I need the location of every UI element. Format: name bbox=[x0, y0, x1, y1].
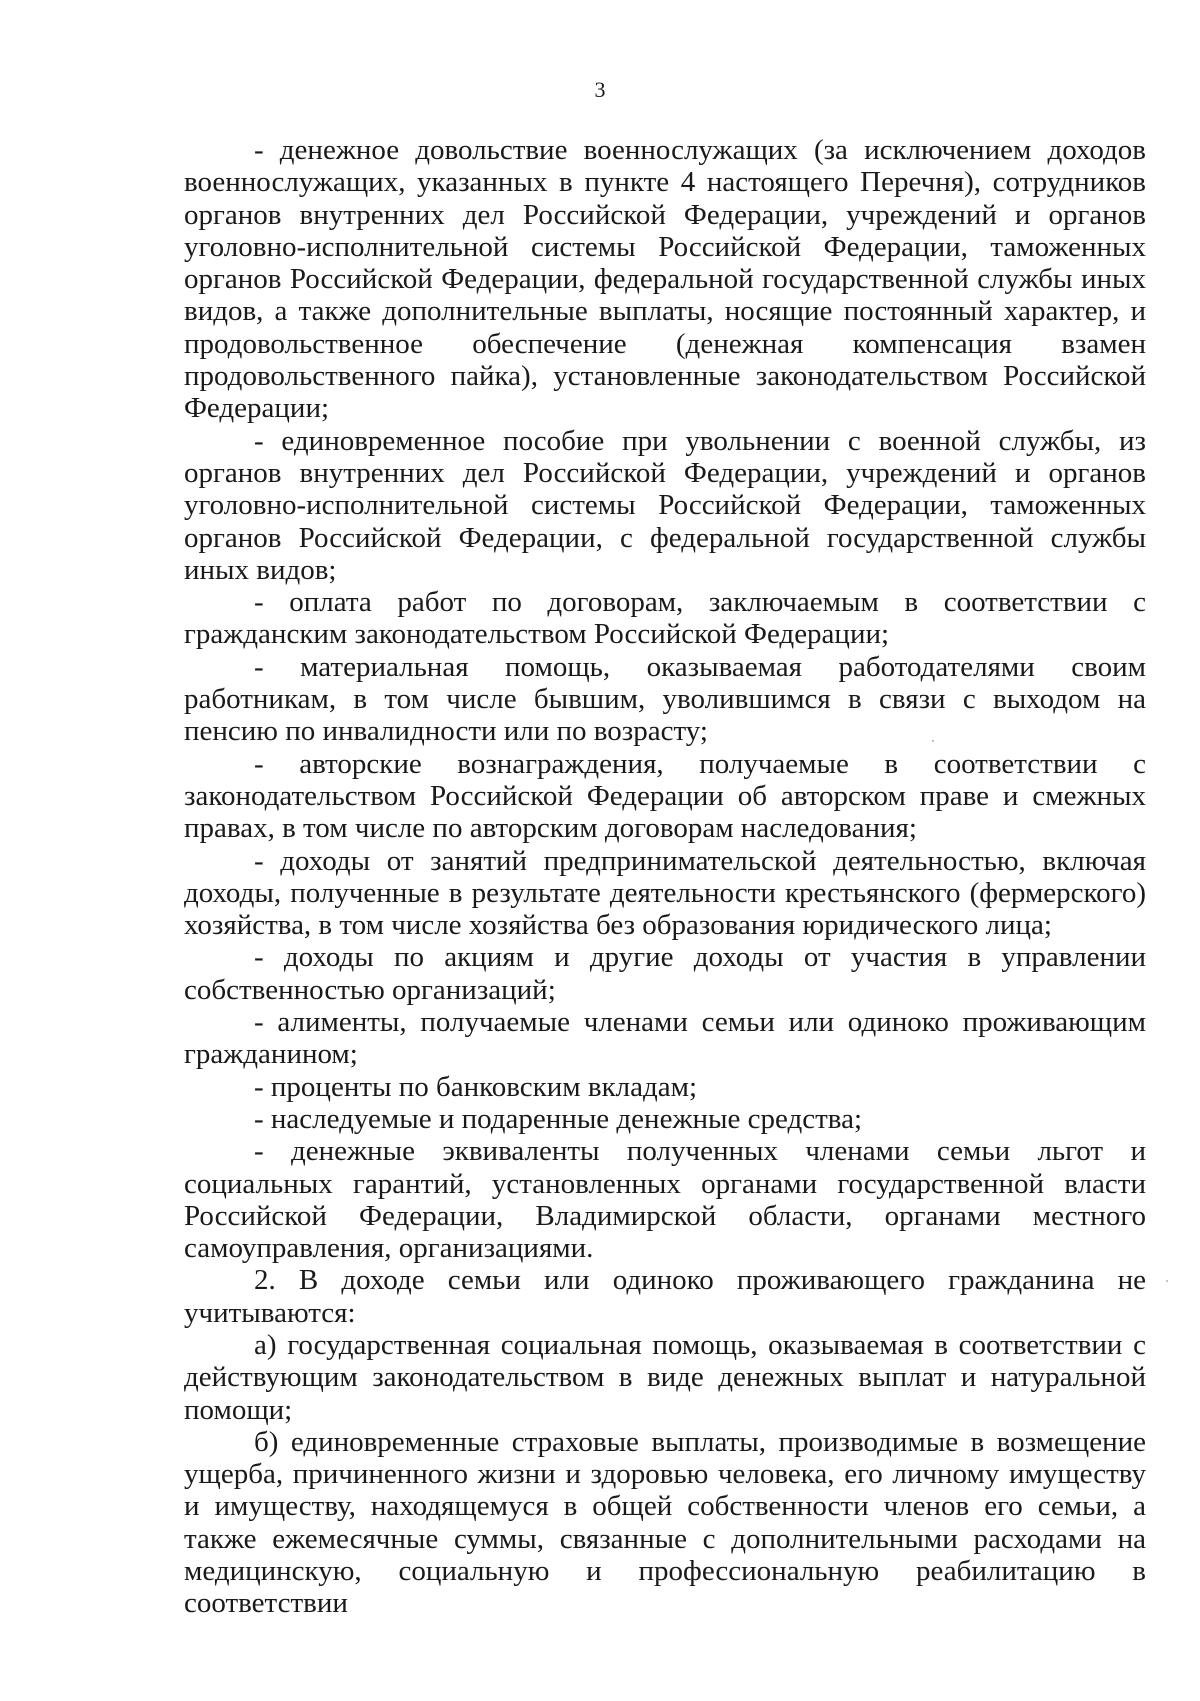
paragraph-civil-contract-pay: - оплата работ по договорам, заключаемым в соответствии с гражданским законодательством Российской Федерации; bbox=[184, 586, 1146, 651]
paragraph-item-a: а) государственная социальная помощь, оказываемая в соответствии с действующим законодательством в виде денежных выплат и натуральной помощи; bbox=[184, 1328, 1146, 1426]
document-body bbox=[184, 134, 1146, 1620]
paragraph-severance-allowance: - единовременное пособие при увольнении с военной службы, из органов внутренних дел Российской Федерации, учреждений и органов уголовно-исполнительной системы Российской Федерации, таможенных органов Российской Федерации, с федеральной государственной службы иных видов; bbox=[184, 424, 1146, 586]
paragraph-inherited-funds: - наследуемые и подаренные денежные средства; bbox=[254, 1102, 863, 1135]
paragraph-author-royalties: - авторские вознаграждения, получаемые в соответствии с законодательством Российской Федерации об авторском праве и смежных правах, в том числе по авторским договорам наследования; bbox=[184, 747, 1146, 845]
scan-speck bbox=[1166, 1280, 1168, 1282]
paragraph-military-allowance: - денежное довольствие военнослужащих (за исключением доходов военнослужащих, указанных в пункте 4 настоящего Перечня), сотрудников органов внутренних дел Российской Федерации, учреждений и органов уголовно-исполнительной системы Российской Федерации, таможенных органов Российской Федерации, федеральной государственной службы иных видов, а также дополнительные выплаты, носящие постоянный характер, и продовольственное обеспечение (денежная компенсация взамен продовольственного пайка), установленные законодательством Российской Федерации; bbox=[184, 134, 1146, 425]
paragraph-section-2-heading: 2. В доходе семьи или одиноко проживающего гражданина не учитываются: bbox=[184, 1264, 1146, 1329]
paragraph-business-income: - доходы от занятий предпринимательской деятельностью, включая доходы, полученные в результате деятельности крестьянского (фермерского) хозяйства, в том числе хозяйства без образования юридического лица; bbox=[184, 844, 1146, 942]
paragraph-item-b: б) единовременные страховые выплаты, производимые в возмещение ущерба, причиненного жизни и здоровью человека, его личному имуществу и имуществу, находящемуся в общей собственности членов его семьи, а также ежемесячные суммы, связанные с дополнительными расходами на медицинскую, социальную и профессиональную реабилитацию в соответствии bbox=[184, 1425, 1146, 1620]
paragraph-benefit-equivalents: - денежные эквиваленты полученных членами семьи льгот и социальных гарантий, установленных органами государственной власти Российской Федерации, Владимирской области, органами местного самоуправления, организациями. bbox=[184, 1135, 1146, 1265]
page-number: 3 bbox=[594, 77, 606, 102]
paragraph-alimony: - алименты, получаемые членами семьи или одиноко проживающим гражданином; bbox=[184, 1006, 1146, 1071]
paragraph-share-income: - доходы по акциям и другие доходы от участия в управлении собственностью организаций; bbox=[184, 941, 1146, 1006]
paragraph-deposit-interest: - проценты по банковским вкладам; bbox=[254, 1070, 698, 1103]
scan-speck bbox=[932, 740, 934, 742]
paragraph-material-aid: - материальная помощь, оказываемая работодателями своим работникам, в том числе бывшим, уволившимся в связи с выходом на пенсию по инвалидности или по возрасту; bbox=[184, 650, 1146, 748]
